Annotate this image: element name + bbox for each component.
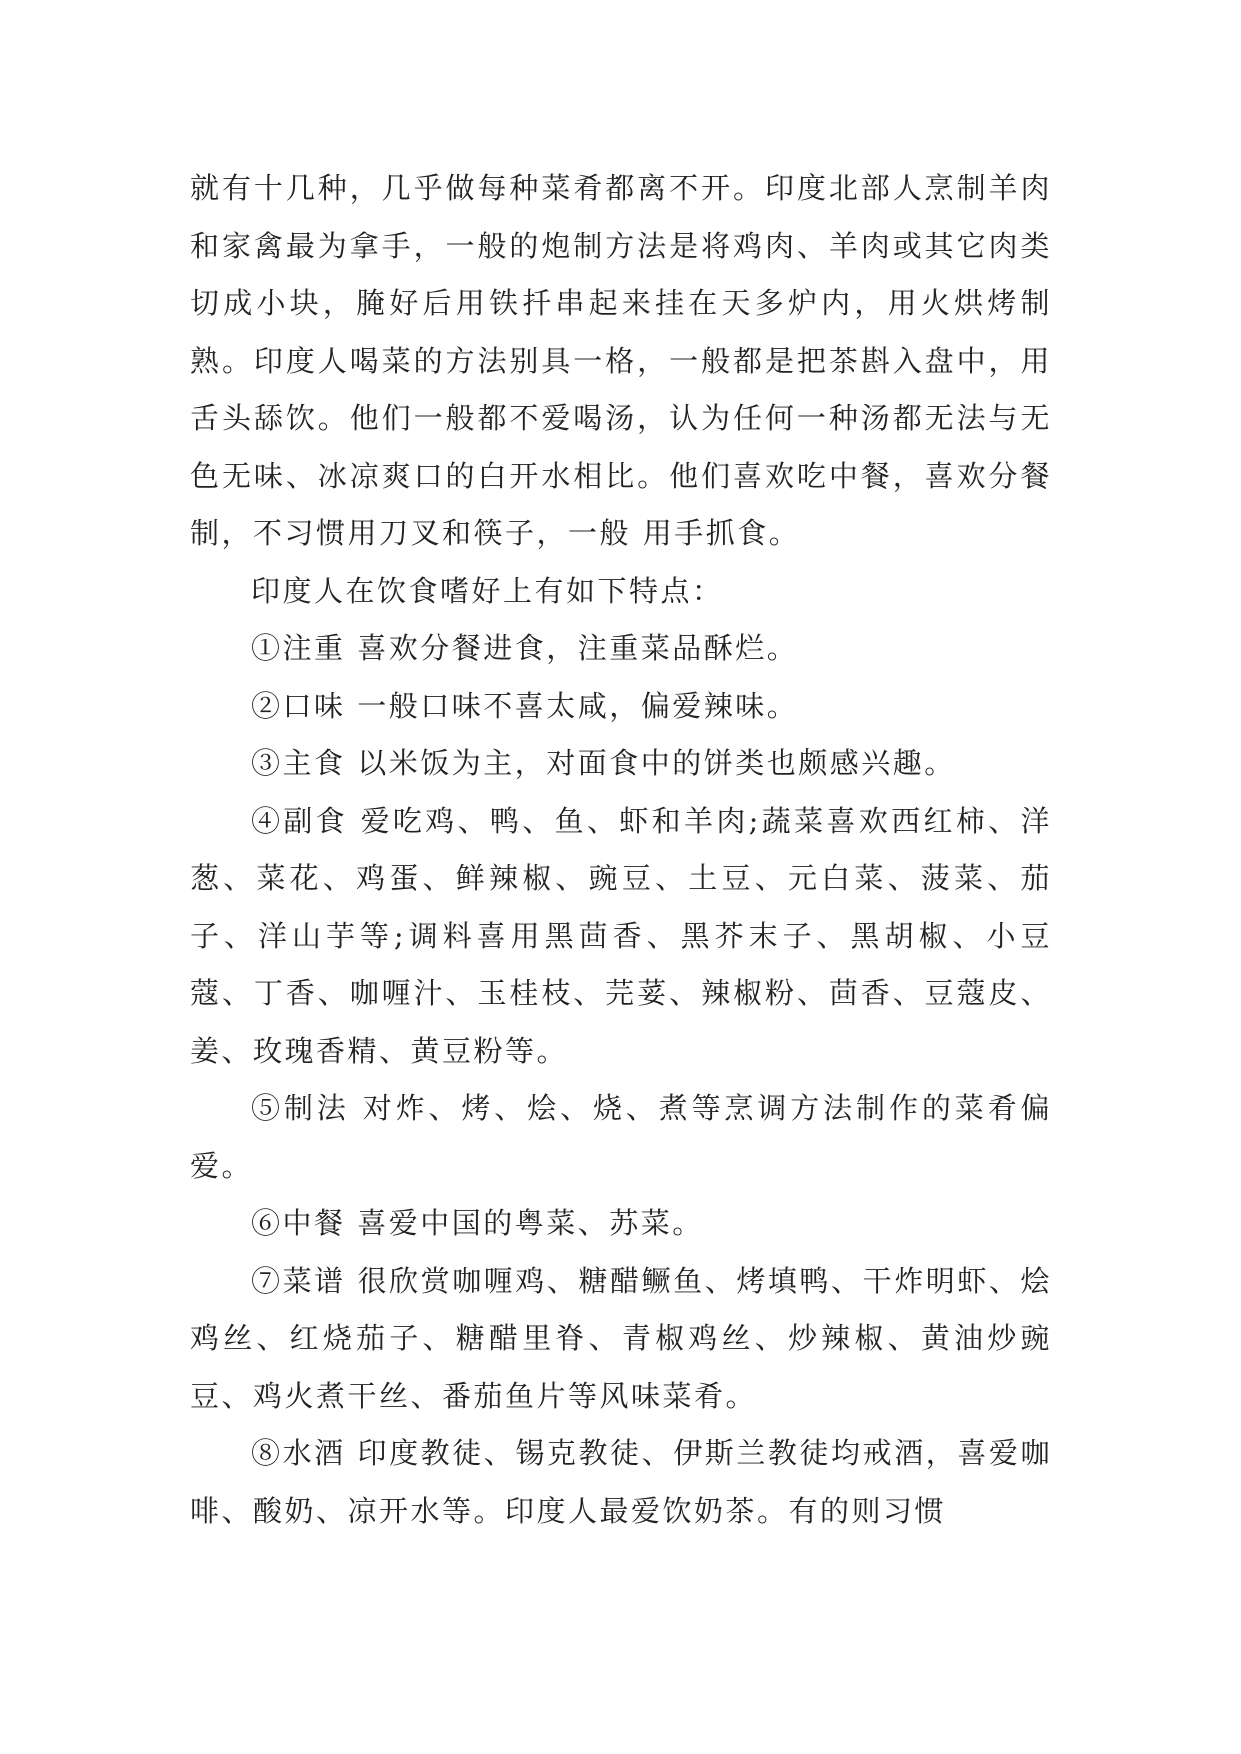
paragraph-item-1: ①注重 喜欢分餐进食，注重菜品酥烂。 xyxy=(251,631,799,665)
paragraph-item-8: ⑧水酒 印度教徒、锡克教徒、伊斯兰教徒均戒酒，喜爱咖啡、酸奶、凉开水等。印度人最爱饮奶茶。有的则习惯 xyxy=(190,1436,1052,1528)
paragraph-item-5: ⑤制法 对炸、烤、烩、烧、煮等烹调方法制作的菜肴偏爱。 xyxy=(190,1091,1052,1183)
paragraph-features-heading: 印度人在饮食嗜好上有如下特点： xyxy=(251,573,724,608)
paragraph-item-4: ④副食 爱吃鸡、鸭、鱼、虾和羊肉;蔬菜喜欢西红柿、洋葱、菜花、鸡蛋、鲜辣椒、豌豆、土豆、元白菜、菠菜、茄子、洋山芋等;调料喜用黑茴香、黑芥末子、黑胡椒、小豆蔻、丁香、咖喱汁、玉桂枝、芫荽、辣椒粉、茴香、豆蔻皮、姜、玫瑰香精、黄豆粉等。 xyxy=(190,803,1052,1068)
paragraph-item-2: ②口味 一般口味不喜太咸，偏爱辣味。 xyxy=(251,688,799,723)
paragraph-item-7: ⑦菜谱 很欣赏咖喱鸡、糖醋鳜鱼、烤填鸭、干炸明虾、烩鸡丝、红烧茄子、糖醋里脊、青椒鸡丝、炒辣椒、黄油炒豌豆、鸡火煮干丝、番茄鱼片等风味菜肴。 xyxy=(190,1263,1052,1413)
paragraph-item-6: ⑥中餐 喜爱中国的粤菜、苏菜。 xyxy=(251,1206,704,1240)
document-body xyxy=(190,160,1052,1540)
paragraph-item-3: ③主食 以米饭为主，对面食中的饼类也颇感兴趣。 xyxy=(251,746,956,780)
paragraph-intro: 就有十几种，几乎做每种菜肴都离不开。印度北部人烹制羊肉和家禽最为拿手，一般的炮制方法是将鸡肉、羊肉或其它肉类切成小块，腌好后用铁扦串起来挂在天多炉内，用火烘烤制熟。印度人喝菜的方法别具一格，一般都是把茶斟入盘中，用舌头舔饮。他们一般都不爱喝汤，认为任何一种汤都无法与无色无味、冰凉爽口的白开水相比。他们喜欢吃中餐，喜欢分餐制，不习惯用刀叉和筷子，一般 用手抓食。 xyxy=(190,171,1052,550)
